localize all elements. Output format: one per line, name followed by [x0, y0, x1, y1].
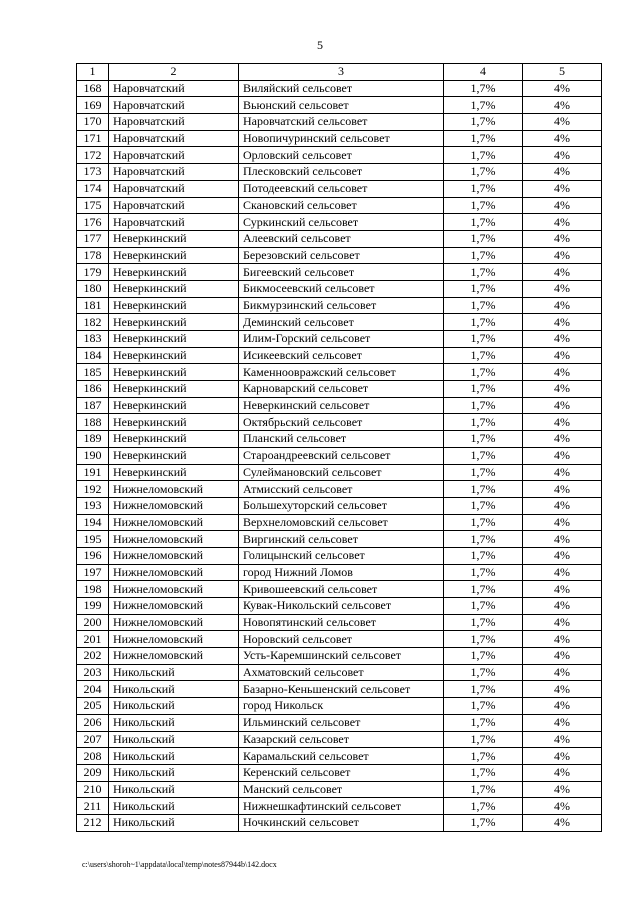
- rate-cell: 1,7%: [444, 731, 523, 748]
- row-number-cell: 173: [77, 164, 109, 181]
- row-number-cell: 204: [77, 681, 109, 698]
- column-header: 4: [444, 64, 523, 81]
- district-cell: Нижнеломовский: [109, 514, 239, 531]
- district-cell: Нижнеломовский: [109, 598, 239, 615]
- district-cell: Нижнеломовский: [109, 497, 239, 514]
- table-row: [77, 214, 602, 231]
- rate-cell: 1,7%: [444, 147, 523, 164]
- table-row: [77, 197, 602, 214]
- percent-cell: 4%: [523, 648, 602, 665]
- district-cell: Наровчатский: [109, 164, 239, 181]
- row-number-cell: 196: [77, 547, 109, 564]
- row-number-cell: 205: [77, 698, 109, 715]
- table-row: [77, 731, 602, 748]
- table-row: [77, 514, 602, 531]
- settlement-cell: Манский сельсовет: [239, 781, 444, 798]
- settlement-cell: Новопичуринский сельсовет: [239, 130, 444, 147]
- table-row: [77, 481, 602, 498]
- table-row: [77, 531, 602, 548]
- district-cell: Нижнеломовский: [109, 481, 239, 498]
- rate-cell: 1,7%: [444, 598, 523, 615]
- settlement-cell: Виляйский сельсовет: [239, 80, 444, 97]
- table-row: [77, 798, 602, 815]
- table-row: [77, 230, 602, 247]
- rate-cell: 1,7%: [444, 230, 523, 247]
- percent-cell: 4%: [523, 514, 602, 531]
- district-cell: Неверкинский: [109, 447, 239, 464]
- column-header: 1: [77, 64, 109, 81]
- rate-cell: 1,7%: [444, 331, 523, 348]
- district-cell: Никольский: [109, 731, 239, 748]
- row-number-cell: 186: [77, 381, 109, 398]
- rate-cell: 1,7%: [444, 447, 523, 464]
- rate-cell: 1,7%: [444, 180, 523, 197]
- row-number-cell: 174: [77, 180, 109, 197]
- percent-cell: 4%: [523, 664, 602, 681]
- table-row: [77, 581, 602, 598]
- percent-cell: 4%: [523, 547, 602, 564]
- row-number-cell: 181: [77, 297, 109, 314]
- row-number-cell: 203: [77, 664, 109, 681]
- row-number-cell: 212: [77, 814, 109, 831]
- percent-cell: 4%: [523, 381, 602, 398]
- column-header: 2: [109, 64, 239, 81]
- district-cell: Наровчатский: [109, 147, 239, 164]
- percent-cell: 4%: [523, 564, 602, 581]
- district-cell: Неверкинский: [109, 414, 239, 431]
- table-row: [77, 431, 602, 448]
- district-cell: Неверкинский: [109, 280, 239, 297]
- percent-cell: 4%: [523, 598, 602, 615]
- rate-cell: 1,7%: [444, 698, 523, 715]
- percent-cell: 4%: [523, 481, 602, 498]
- rate-cell: 1,7%: [444, 164, 523, 181]
- settlement-cell: Норовский сельсовет: [239, 631, 444, 648]
- district-cell: Неверкинский: [109, 297, 239, 314]
- settlement-cell: Березовский сельсовет: [239, 247, 444, 264]
- rate-cell: 1,7%: [444, 547, 523, 564]
- percent-cell: 4%: [523, 97, 602, 114]
- rate-cell: 1,7%: [444, 431, 523, 448]
- rate-cell: 1,7%: [444, 631, 523, 648]
- row-number-cell: 210: [77, 781, 109, 798]
- settlement-cell: Карноварский сельсовет: [239, 381, 444, 398]
- district-cell: Неверкинский: [109, 364, 239, 381]
- row-number-cell: 188: [77, 414, 109, 431]
- rate-cell: 1,7%: [444, 781, 523, 798]
- data-table: [76, 63, 602, 832]
- settlement-cell: Голицынский сельсовет: [239, 547, 444, 564]
- percent-cell: 4%: [523, 314, 602, 331]
- table-row: [77, 331, 602, 348]
- settlement-cell: Бигеевский сельсовет: [239, 264, 444, 281]
- percent-cell: 4%: [523, 431, 602, 448]
- row-number-cell: 202: [77, 648, 109, 665]
- table-row: [77, 314, 602, 331]
- rate-cell: 1,7%: [444, 414, 523, 431]
- row-number-cell: 179: [77, 264, 109, 281]
- row-number-cell: 175: [77, 197, 109, 214]
- percent-cell: 4%: [523, 447, 602, 464]
- percent-cell: 4%: [523, 347, 602, 364]
- percent-cell: 4%: [523, 414, 602, 431]
- table-row: [77, 247, 602, 264]
- percent-cell: 4%: [523, 264, 602, 281]
- district-cell: Неверкинский: [109, 397, 239, 414]
- table-row: [77, 698, 602, 715]
- rate-cell: 1,7%: [444, 614, 523, 631]
- district-cell: Неверкинский: [109, 264, 239, 281]
- percent-cell: 4%: [523, 197, 602, 214]
- settlement-cell: Атмисский сельсовет: [239, 481, 444, 498]
- district-cell: Никольский: [109, 798, 239, 815]
- settlement-cell: Скановский сельсовет: [239, 197, 444, 214]
- table-row: [77, 280, 602, 297]
- row-number-cell: 187: [77, 397, 109, 414]
- rate-cell: 1,7%: [444, 748, 523, 765]
- rate-cell: 1,7%: [444, 214, 523, 231]
- district-cell: Никольский: [109, 781, 239, 798]
- district-cell: Никольский: [109, 698, 239, 715]
- district-cell: Неверкинский: [109, 230, 239, 247]
- settlement-cell: город Никольск: [239, 698, 444, 715]
- rate-cell: 1,7%: [444, 197, 523, 214]
- percent-cell: 4%: [523, 464, 602, 481]
- district-cell: Неверкинский: [109, 331, 239, 348]
- settlement-cell: Илим-Горский сельсовет: [239, 331, 444, 348]
- row-number-cell: 209: [77, 764, 109, 781]
- row-number-cell: 207: [77, 731, 109, 748]
- district-cell: Наровчатский: [109, 197, 239, 214]
- settlement-cell: Большехуторский сельсовет: [239, 497, 444, 514]
- district-cell: Никольский: [109, 764, 239, 781]
- settlement-cell: Кривошеевский сельсовет: [239, 581, 444, 598]
- rate-cell: 1,7%: [444, 497, 523, 514]
- settlement-cell: Вьюнский сельсовет: [239, 97, 444, 114]
- table-row: [77, 414, 602, 431]
- rate-cell: 1,7%: [444, 564, 523, 581]
- district-cell: Наровчатский: [109, 180, 239, 197]
- page-number: 5: [317, 38, 323, 52]
- table-row: [77, 764, 602, 781]
- percent-cell: 4%: [523, 80, 602, 97]
- district-cell: Наровчатский: [109, 80, 239, 97]
- district-cell: Нижнеломовский: [109, 648, 239, 665]
- rate-cell: 1,7%: [444, 97, 523, 114]
- rate-cell: 1,7%: [444, 648, 523, 665]
- row-number-cell: 191: [77, 464, 109, 481]
- settlement-cell: Нижнешкафтинский сельсовет: [239, 798, 444, 815]
- rate-cell: 1,7%: [444, 381, 523, 398]
- settlement-cell: Исикеевский сельсовет: [239, 347, 444, 364]
- rate-cell: 1,7%: [444, 264, 523, 281]
- settlement-cell: Алеевский сельсовет: [239, 230, 444, 247]
- rate-cell: 1,7%: [444, 314, 523, 331]
- percent-cell: 4%: [523, 247, 602, 264]
- rate-cell: 1,7%: [444, 798, 523, 815]
- district-cell: Никольский: [109, 814, 239, 831]
- percent-cell: 4%: [523, 748, 602, 765]
- table-row: [77, 564, 602, 581]
- table-row: [77, 114, 602, 131]
- percent-cell: 4%: [523, 681, 602, 698]
- table-row: [77, 147, 602, 164]
- settlement-cell: Ночкинский сельсовет: [239, 814, 444, 831]
- settlement-cell: Плесковский сельсовет: [239, 164, 444, 181]
- table-row: [77, 464, 602, 481]
- percent-cell: 4%: [523, 164, 602, 181]
- table-row: [77, 130, 602, 147]
- row-number-cell: 194: [77, 514, 109, 531]
- settlement-cell: Потодеевский сельсовет: [239, 180, 444, 197]
- percent-cell: 4%: [523, 631, 602, 648]
- settlement-cell: Планский сельсовет: [239, 431, 444, 448]
- settlement-cell: Усть-Каремшинский сельсовет: [239, 648, 444, 665]
- percent-cell: 4%: [523, 497, 602, 514]
- table-row: [77, 631, 602, 648]
- percent-cell: 4%: [523, 147, 602, 164]
- row-number-cell: 168: [77, 80, 109, 97]
- percent-cell: 4%: [523, 731, 602, 748]
- rate-cell: 1,7%: [444, 397, 523, 414]
- district-cell: Наровчатский: [109, 97, 239, 114]
- table-row: [77, 814, 602, 831]
- column-header: 5: [523, 64, 602, 81]
- percent-cell: 4%: [523, 180, 602, 197]
- table-row: [77, 397, 602, 414]
- rate-cell: 1,7%: [444, 714, 523, 731]
- district-cell: Неверкинский: [109, 347, 239, 364]
- district-cell: Никольский: [109, 748, 239, 765]
- district-cell: Нижнеломовский: [109, 581, 239, 598]
- settlement-cell: Деминский сельсовет: [239, 314, 444, 331]
- rate-cell: 1,7%: [444, 80, 523, 97]
- row-number-cell: 177: [77, 230, 109, 247]
- row-number-cell: 195: [77, 531, 109, 548]
- settlement-cell: Бикмурзинский сельсовет: [239, 297, 444, 314]
- settlement-cell: Карамальский сельсовет: [239, 748, 444, 765]
- settlement-cell: Сулеймановский сельсовет: [239, 464, 444, 481]
- settlement-cell: Новопятинский сельсовет: [239, 614, 444, 631]
- district-cell: Нижнеломовский: [109, 531, 239, 548]
- table-row: [77, 381, 602, 398]
- rate-cell: 1,7%: [444, 347, 523, 364]
- table-row: [77, 97, 602, 114]
- table-row: [77, 614, 602, 631]
- settlement-cell: Каменноовражский сельсовет: [239, 364, 444, 381]
- district-cell: Нижнеломовский: [109, 614, 239, 631]
- district-cell: Наровчатский: [109, 214, 239, 231]
- percent-cell: 4%: [523, 614, 602, 631]
- row-number-cell: 206: [77, 714, 109, 731]
- table-row: [77, 781, 602, 798]
- row-number-cell: 192: [77, 481, 109, 498]
- row-number-cell: 198: [77, 581, 109, 598]
- percent-cell: 4%: [523, 714, 602, 731]
- settlement-cell: город Нижний Ломов: [239, 564, 444, 581]
- percent-cell: 4%: [523, 214, 602, 231]
- rate-cell: 1,7%: [444, 130, 523, 147]
- settlement-cell: Виргинский сельсовет: [239, 531, 444, 548]
- percent-cell: 4%: [523, 581, 602, 598]
- settlement-cell: Наровчатский сельсовет: [239, 114, 444, 131]
- table-row: [77, 164, 602, 181]
- table-row: [77, 447, 602, 464]
- percent-cell: 4%: [523, 764, 602, 781]
- percent-cell: 4%: [523, 230, 602, 247]
- district-cell: Неверкинский: [109, 314, 239, 331]
- percent-cell: 4%: [523, 331, 602, 348]
- row-number-cell: 211: [77, 798, 109, 815]
- table-row: [77, 664, 602, 681]
- row-number-cell: 201: [77, 631, 109, 648]
- district-cell: Неверкинский: [109, 247, 239, 264]
- settlement-cell: Керенский сельсовет: [239, 764, 444, 781]
- district-cell: Неверкинский: [109, 381, 239, 398]
- rate-cell: 1,7%: [444, 364, 523, 381]
- rate-cell: 1,7%: [444, 681, 523, 698]
- settlement-cell: Суркинский сельсовет: [239, 214, 444, 231]
- settlement-cell: Казарский сельсовет: [239, 731, 444, 748]
- settlement-cell: Верхнеломовский сельсовет: [239, 514, 444, 531]
- percent-cell: 4%: [523, 781, 602, 798]
- row-number-cell: 199: [77, 598, 109, 615]
- row-number-cell: 176: [77, 214, 109, 231]
- rate-cell: 1,7%: [444, 280, 523, 297]
- rate-cell: 1,7%: [444, 464, 523, 481]
- table-row: [77, 264, 602, 281]
- row-number-cell: 184: [77, 347, 109, 364]
- percent-cell: 4%: [523, 280, 602, 297]
- row-number-cell: 178: [77, 247, 109, 264]
- percent-cell: 4%: [523, 531, 602, 548]
- district-cell: Наровчатский: [109, 114, 239, 131]
- row-number-cell: 197: [77, 564, 109, 581]
- percent-cell: 4%: [523, 698, 602, 715]
- rate-cell: 1,7%: [444, 664, 523, 681]
- rate-cell: 1,7%: [444, 514, 523, 531]
- row-number-cell: 180: [77, 280, 109, 297]
- percent-cell: 4%: [523, 114, 602, 131]
- table-row: [77, 547, 602, 564]
- row-number-cell: 208: [77, 748, 109, 765]
- rate-cell: 1,7%: [444, 581, 523, 598]
- table-row: [77, 714, 602, 731]
- table-row: [77, 648, 602, 665]
- table-row: [77, 180, 602, 197]
- district-cell: Нижнеломовский: [109, 547, 239, 564]
- row-number-cell: 182: [77, 314, 109, 331]
- rate-cell: 1,7%: [444, 764, 523, 781]
- row-number-cell: 172: [77, 147, 109, 164]
- rate-cell: 1,7%: [444, 247, 523, 264]
- percent-cell: 4%: [523, 364, 602, 381]
- district-cell: Неверкинский: [109, 431, 239, 448]
- percent-cell: 4%: [523, 130, 602, 147]
- table-row: [77, 748, 602, 765]
- row-number-cell: 183: [77, 331, 109, 348]
- row-number-cell: 171: [77, 130, 109, 147]
- row-number-cell: 185: [77, 364, 109, 381]
- district-cell: Наровчатский: [109, 130, 239, 147]
- table-body: [77, 80, 602, 831]
- row-number-cell: 170: [77, 114, 109, 131]
- table-header-row: [77, 64, 602, 81]
- settlement-cell: Кувак-Никольский сельсовет: [239, 598, 444, 615]
- percent-cell: 4%: [523, 297, 602, 314]
- settlement-cell: Ильминский сельсовет: [239, 714, 444, 731]
- district-cell: Никольский: [109, 681, 239, 698]
- settlement-cell: Базарно-Кеньшенский сельсовет: [239, 681, 444, 698]
- row-number-cell: 169: [77, 97, 109, 114]
- row-number-cell: 190: [77, 447, 109, 464]
- rate-cell: 1,7%: [444, 481, 523, 498]
- column-header: 3: [239, 64, 444, 81]
- table-row: [77, 681, 602, 698]
- table-row: [77, 598, 602, 615]
- percent-cell: 4%: [523, 798, 602, 815]
- district-cell: Нижнеломовский: [109, 564, 239, 581]
- settlement-cell: Неверкинский сельсовет: [239, 397, 444, 414]
- percent-cell: 4%: [523, 397, 602, 414]
- district-cell: Неверкинский: [109, 464, 239, 481]
- footer-file-path: c:\users\shoroh~1\appdata\local\temp\notes87944b\142.docx: [82, 860, 277, 869]
- table-row: [77, 80, 602, 97]
- rate-cell: 1,7%: [444, 814, 523, 831]
- rate-cell: 1,7%: [444, 114, 523, 131]
- row-number-cell: 193: [77, 497, 109, 514]
- table-row: [77, 364, 602, 381]
- table-row: [77, 347, 602, 364]
- settlement-cell: Ахматовский сельсовет: [239, 664, 444, 681]
- district-cell: Нижнеломовский: [109, 631, 239, 648]
- settlement-cell: Октябрьский сельсовет: [239, 414, 444, 431]
- rate-cell: 1,7%: [444, 531, 523, 548]
- table-row: [77, 497, 602, 514]
- settlement-cell: Бикмосеевский сельсовет: [239, 280, 444, 297]
- settlement-cell: Орловский сельсовет: [239, 147, 444, 164]
- district-cell: Никольский: [109, 664, 239, 681]
- row-number-cell: 189: [77, 431, 109, 448]
- settlement-cell: Староандреевский сельсовет: [239, 447, 444, 464]
- percent-cell: 4%: [523, 814, 602, 831]
- table-row: [77, 297, 602, 314]
- row-number-cell: 200: [77, 614, 109, 631]
- rate-cell: 1,7%: [444, 297, 523, 314]
- district-cell: Никольский: [109, 714, 239, 731]
